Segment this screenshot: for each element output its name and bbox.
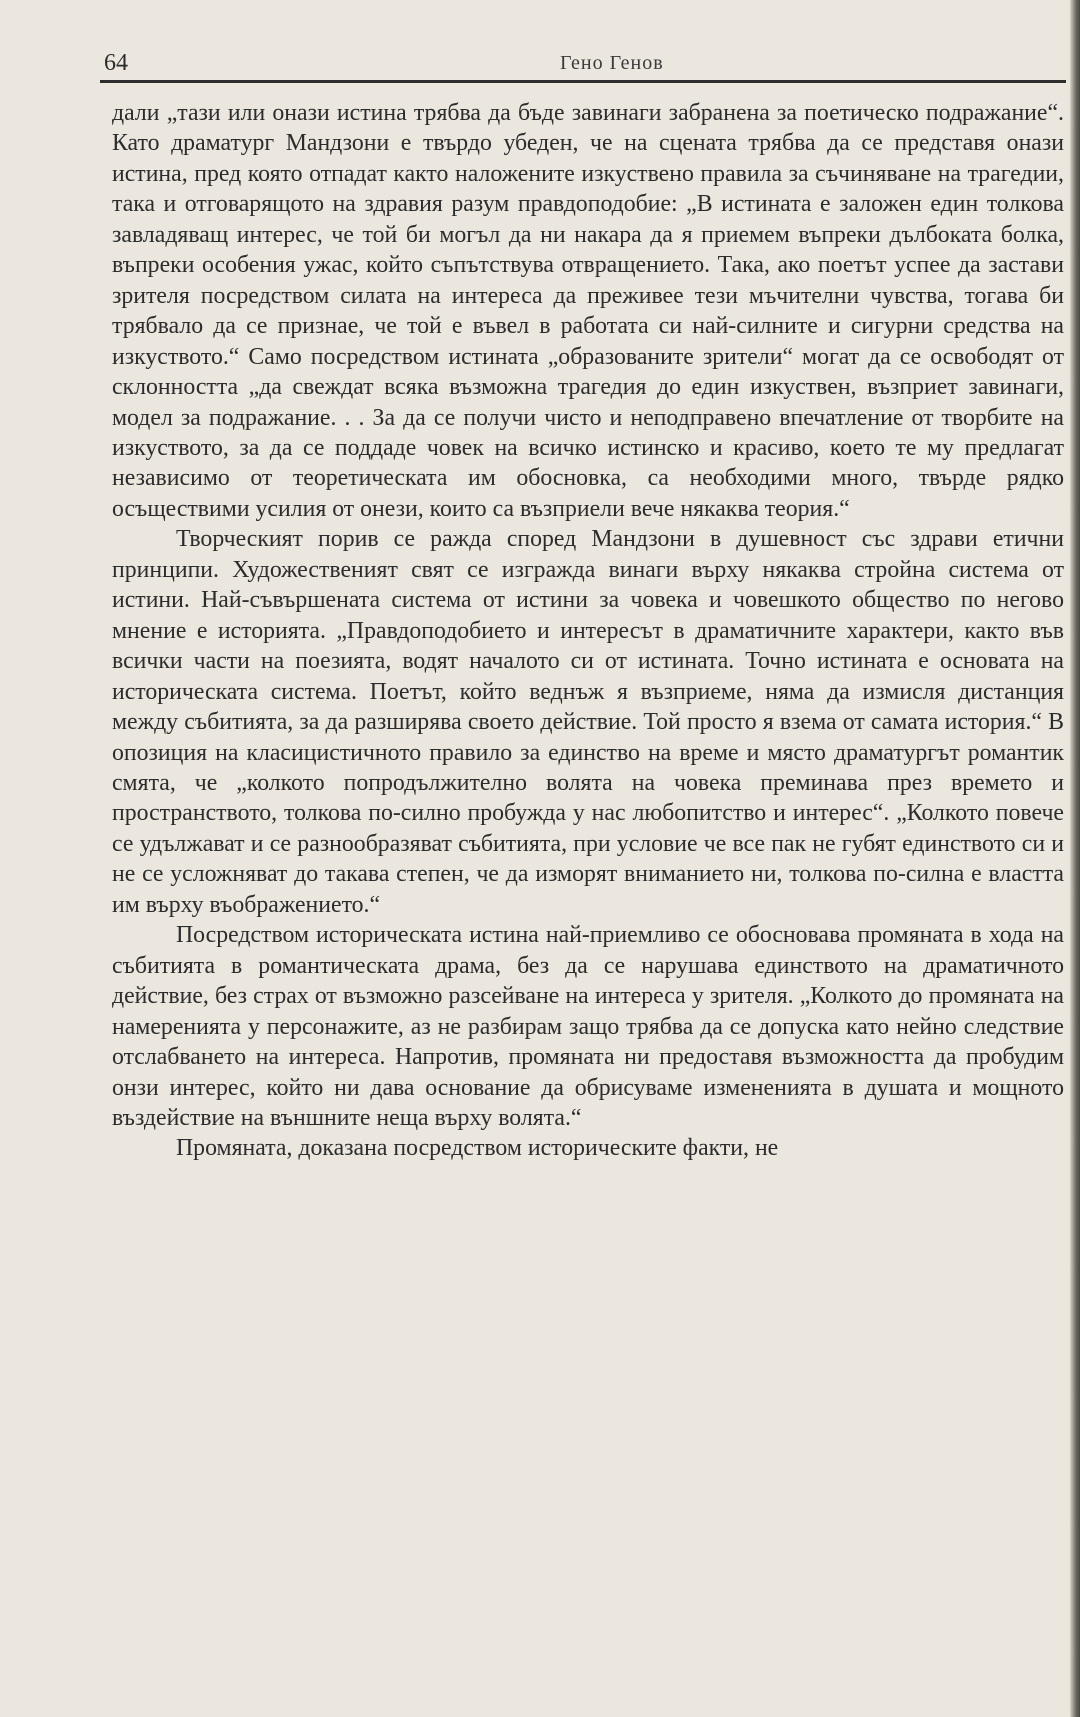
- paragraph-3: Посредством историческата истина най-приемливо се обосновава промяната в хода на събитията в романтическата драма, без да се нарушава единството на драматичното действие, без страх от възможно разсейване на интереса у зрителя. „Колкото до промяната на намеренията у персонажите, аз не разбирам защо трябва да се допуска като нейно следствие отслабването на интереса. Напротив, промяната ни предоставя възможността да пробудим онзи интерес, който ни дава основание да обрисуваме измененията в душата и мощното въздействие на външните неща върху волята.“: [112, 922, 1064, 1131]
- paragraph-4: Промяната, доказана посредством историческите факти, не: [176, 1135, 779, 1162]
- page-number: 64: [104, 50, 128, 76]
- page-header: [100, 46, 1060, 82]
- running-head: Гено Генов: [560, 52, 664, 74]
- paragraph-2: Творческият порив се ражда според Мандзони в душевност със здрави етични принципи. Художественият свят се изгражда винаги върху някаква стройна система от истини. Най-съвършената система от истини за човека и човешкото общество по негово мнение е историята. „Правдоподобието и интересът в драматичните характери, както във всички части на поезията, водят началото си от истината. Точно истината е основата на историческата система. Поетът, който веднъж я възприеме, няма да измисля дистанция между събитията, за да разширява своето действие. Той просто я взема от самата история.“ В опозиция на класицистичното правило за единство на време и място драматургът романтик смята, че „колкото попродължително волята на човека преминава през времето и пространството, толкова по-силно пробужда у нас любопитство и интерес“. „Колкото повече се удължават и се разнообразяват събитията, при условие че все пак не губят единството си и не се усложняват до такава степен, че да изморят вниманието ни, толкова по-силна е властта им върху въображението.“: [112, 526, 1064, 918]
- page-edge-shadow: [1070, 0, 1080, 1717]
- header-rule: [100, 80, 1066, 83]
- body-text: [112, 98, 1064, 1164]
- paragraph-1: дали „тази или онази истина трябва да бъде завинаги забранена за поетическо подражание“. Като драматург Мандзони е твърдо убеден, че на сцената трябва да се представя онази истина, пред която отпадат както наложените изкуствено правила за съчиняване на трагедии, така и отговарящото на здравия разум правдоподобие: „В истината е заложен един толкова завладяващ интерес, че той би могъл да ни накара да я приемем въпреки дълбоката болка, въпреки особения ужас, който съпътствува отвращението. Така, ако поетът успее да застави зрителя посредством силата на интереса да преживее тези мъчителни чувства, тогава би трябвало да се признае, че той е въвел в работата си най-силните и сигурни средства на изкуството.“ Само посредством истината „образованите зрители“ могат да се освободят от склонността „да свеждат всяка възможна трагедия до един изкуствен, възприет завинаги, модел за подражание. . . За да се получи чисто и неподправено впечатление от творбите на изкуството, за да се поддаде човек на всичко истинско и красиво, което те му предлагат независимо от теоретическата им обосновка, са необходими много, твърде рядко осъществими усилия от онези, които са възприели вече някаква теория.“: [112, 100, 1064, 522]
